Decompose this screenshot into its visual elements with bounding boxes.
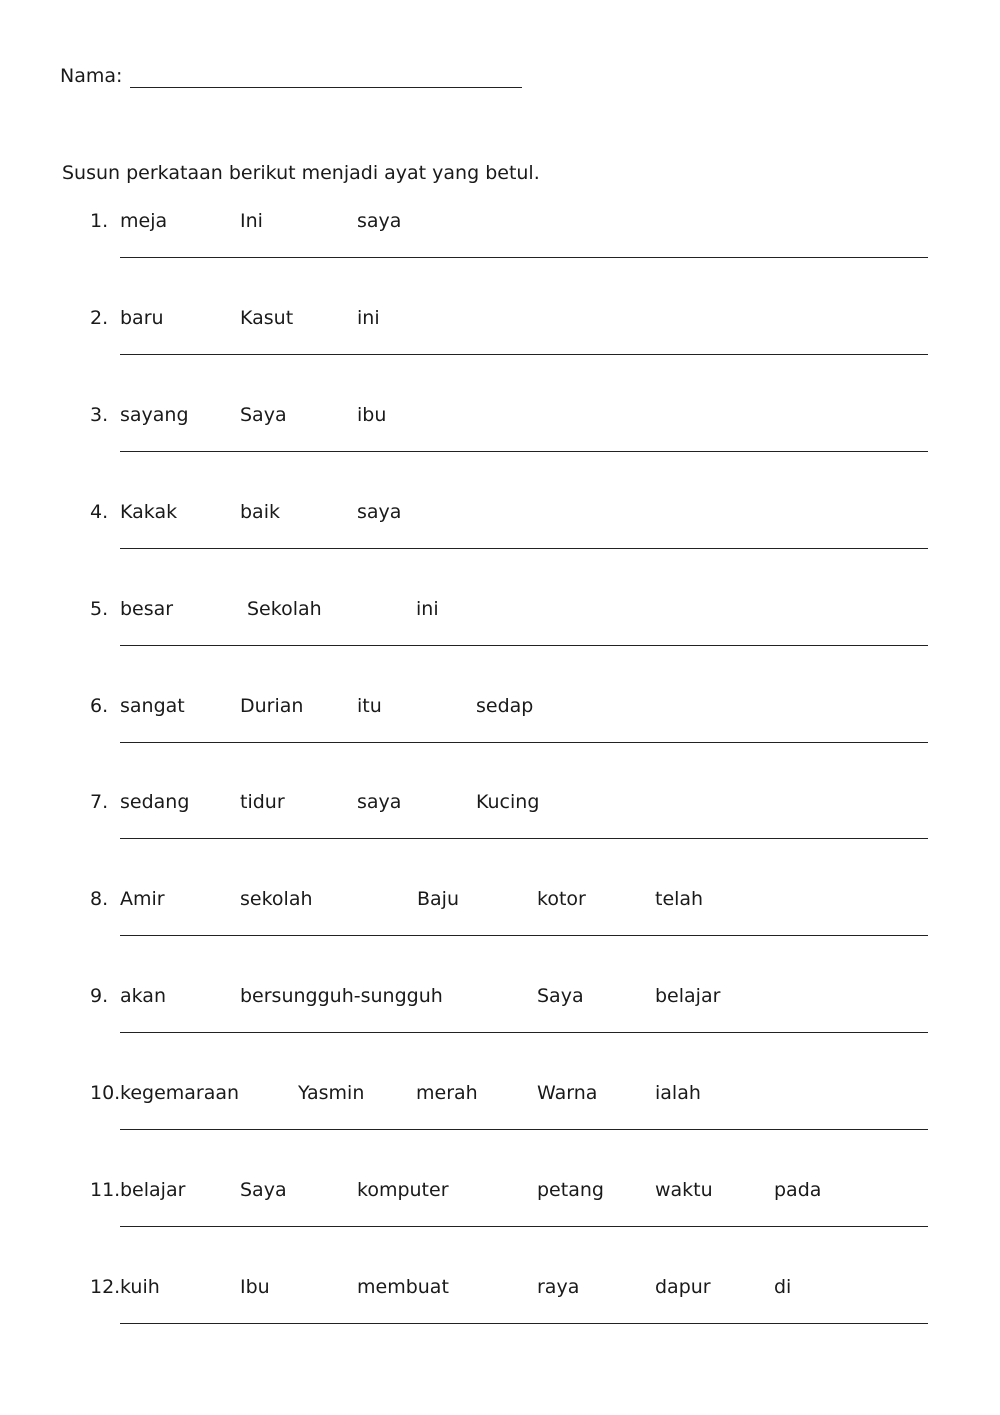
scrambled-word: sayang — [120, 404, 189, 426]
question-item — [90, 789, 930, 849]
question-item — [90, 402, 930, 462]
scrambled-word: Sekolah — [247, 598, 322, 620]
answer-line[interactable] — [120, 1226, 928, 1227]
answer-line[interactable] — [120, 548, 928, 549]
question-item — [90, 305, 930, 365]
name-label: Nama: — [60, 65, 123, 87]
question-item — [90, 1080, 930, 1140]
scrambled-word: saya — [357, 210, 402, 232]
answer-line[interactable] — [120, 838, 928, 839]
scrambled-word: kegemaraan — [120, 1082, 240, 1104]
question-number: 10. — [90, 1082, 121, 1104]
scrambled-word: ini — [416, 598, 439, 620]
answer-line[interactable] — [120, 354, 928, 355]
scrambled-word: belajar — [120, 1179, 186, 1201]
name-field[interactable] — [130, 63, 522, 88]
scrambled-word: komputer — [357, 1179, 449, 1201]
question-item — [90, 596, 930, 656]
name-row — [60, 60, 522, 88]
scrambled-word: Kasut — [240, 307, 294, 329]
scrambled-word: belajar — [655, 985, 721, 1007]
answer-line[interactable] — [120, 1323, 928, 1324]
scrambled-word: telah — [655, 888, 704, 910]
question-item — [90, 1274, 930, 1334]
question-number: 11. — [90, 1179, 121, 1201]
question-item — [90, 208, 930, 268]
question-number: 1. — [90, 210, 109, 232]
scrambled-word: baru — [120, 307, 164, 329]
answer-line[interactable] — [120, 1129, 928, 1130]
question-item — [90, 886, 930, 946]
question-number: 3. — [90, 404, 109, 426]
scrambled-word: Amir — [120, 888, 165, 910]
scrambled-word: membuat — [357, 1276, 449, 1298]
scrambled-word: di — [774, 1276, 792, 1298]
answer-line[interactable] — [120, 451, 928, 452]
question-number: 6. — [90, 695, 109, 717]
scrambled-word: kuih — [120, 1276, 160, 1298]
answer-line[interactable] — [120, 935, 928, 936]
scrambled-word: bersungguh-sungguh — [240, 985, 443, 1007]
question-item — [90, 1177, 930, 1237]
scrambled-word: akan — [120, 985, 166, 1007]
scrambled-word: saya — [357, 501, 402, 523]
scrambled-word: Saya — [537, 985, 584, 1007]
scrambled-word: kotor — [537, 888, 586, 910]
question-number: 9. — [90, 985, 109, 1007]
answer-line[interactable] — [120, 742, 928, 743]
scrambled-word: sedang — [120, 791, 190, 813]
question-item — [90, 693, 930, 753]
scrambled-word: sedap — [476, 695, 534, 717]
scrambled-word: Saya — [240, 1179, 287, 1201]
scrambled-word: Ibu — [240, 1276, 270, 1298]
scrambled-word: Baju — [417, 888, 459, 910]
scrambled-word: ialah — [655, 1082, 701, 1104]
scrambled-word: besar — [120, 598, 174, 620]
scrambled-word: sekolah — [240, 888, 313, 910]
answer-line[interactable] — [120, 1032, 928, 1033]
scrambled-word: meja — [120, 210, 168, 232]
scrambled-word: merah — [416, 1082, 478, 1104]
scrambled-word: raya — [537, 1276, 580, 1298]
question-item — [90, 499, 930, 559]
scrambled-word: waktu — [655, 1179, 713, 1201]
scrambled-word: Yasmin — [298, 1082, 365, 1104]
scrambled-word: tidur — [240, 791, 285, 813]
scrambled-word: sangat — [120, 695, 185, 717]
question-item — [90, 983, 930, 1043]
question-number: 5. — [90, 598, 109, 620]
question-number: 4. — [90, 501, 109, 523]
answer-line[interactable] — [120, 645, 928, 646]
question-number: 2. — [90, 307, 109, 329]
scrambled-word: Kucing — [476, 791, 540, 813]
instruction-text: Susun perkataan berikut menjadi ayat yang betul. — [62, 162, 540, 184]
scrambled-word: Kakak — [120, 501, 178, 523]
scrambled-word: itu — [357, 695, 382, 717]
scrambled-word: dapur — [655, 1276, 711, 1298]
scrambled-word: pada — [774, 1179, 822, 1201]
answer-line[interactable] — [120, 257, 928, 258]
scrambled-word: Durian — [240, 695, 304, 717]
scrambled-word: ini — [357, 307, 380, 329]
scrambled-word: Ini — [240, 210, 263, 232]
scrambled-word: Saya — [240, 404, 287, 426]
scrambled-word: Warna — [537, 1082, 598, 1104]
question-number: 7. — [90, 791, 109, 813]
scrambled-word: baik — [240, 501, 280, 523]
question-number: 8. — [90, 888, 109, 910]
question-number: 12. — [90, 1276, 121, 1298]
scrambled-word: saya — [357, 791, 402, 813]
scrambled-word: ibu — [357, 404, 387, 426]
scrambled-word: petang — [537, 1179, 604, 1201]
